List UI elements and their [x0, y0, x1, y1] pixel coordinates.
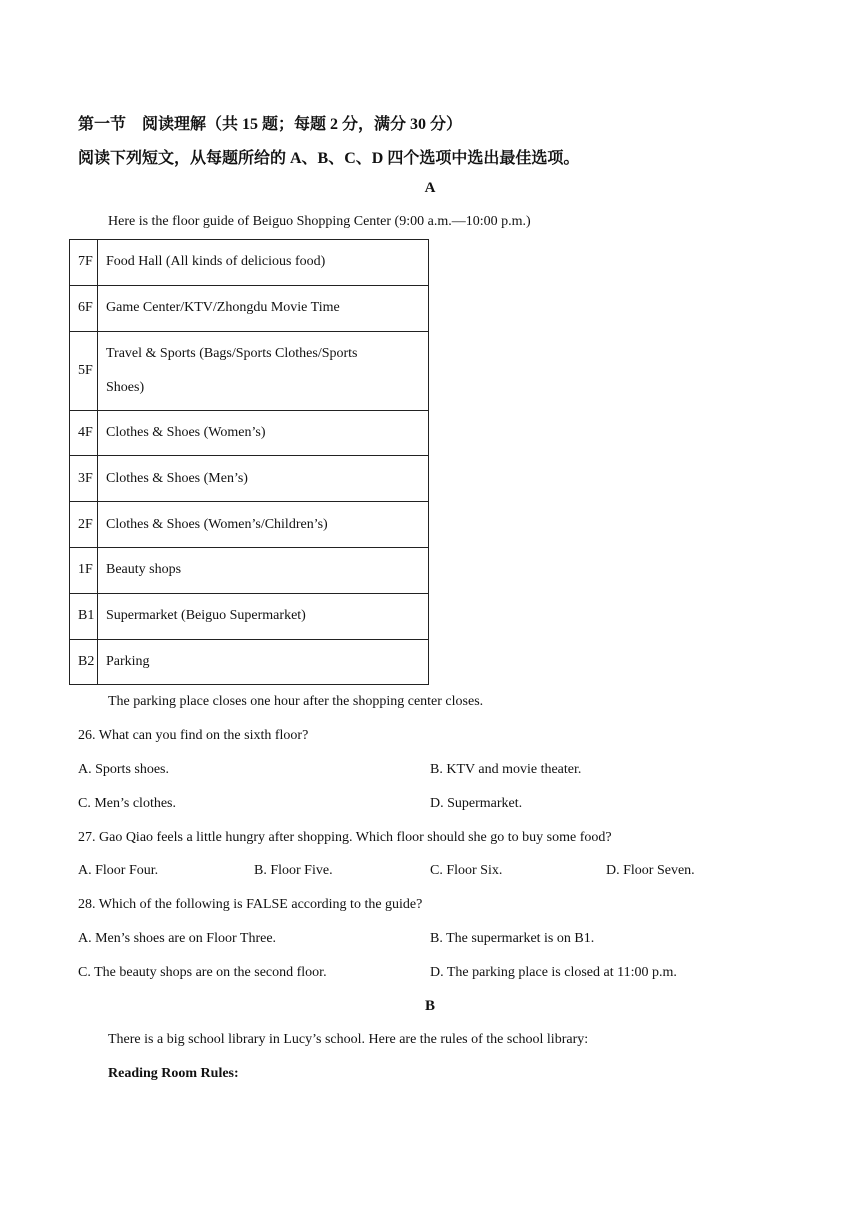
- answer-option: A. Sports shoes.: [78, 762, 170, 777]
- floor-desc-cell: Clothes & Shoes (Men’s): [98, 456, 429, 502]
- floor-desc-line: Shoes): [106, 379, 145, 395]
- answer-option: B. The supermarket is on B1.: [430, 931, 595, 946]
- answer-option: C. Floor Six.: [430, 863, 503, 878]
- passage-b-subheading: Reading Room Rules:: [108, 1066, 239, 1081]
- floor-cell: B2: [70, 639, 98, 685]
- floor-guide-table: [69, 239, 429, 685]
- floor-desc-cell: Beauty shops: [98, 547, 429, 593]
- table-row: [70, 639, 429, 685]
- floor-desc-line: Travel & Sports (Bags/Sports Clothes/Sports: [106, 345, 358, 361]
- answer-option: B. KTV and movie theater.: [430, 762, 582, 777]
- floor-desc-cell: Game Center/KTV/Zhongdu Movie Time: [98, 285, 429, 331]
- floor-cell: 6F: [70, 285, 98, 331]
- answer-option: D. The parking place is closed at 11:00 p.m.: [430, 965, 677, 980]
- floor-desc-cell: Clothes & Shoes (Women’s): [98, 410, 429, 456]
- floor-cell: 7F: [70, 240, 98, 286]
- table-row: [70, 410, 429, 456]
- passage-a-note: The parking place closes one hour after the shopping center closes.: [108, 694, 484, 709]
- floor-cell: 5F: [70, 331, 98, 410]
- floor-desc-cell: Clothes & Shoes (Women’s/Children’s): [98, 502, 429, 548]
- answer-option: A. Floor Four.: [78, 863, 159, 878]
- passage-b-label: B: [424, 998, 435, 1014]
- table-row: [70, 502, 429, 548]
- table-row: [70, 331, 429, 410]
- section-title: 第一节 阅读理解（共 15 题；每题 2 分，满分 30 分）: [78, 116, 463, 133]
- floor-cell: 3F: [70, 456, 98, 502]
- floor-desc-cell: Food Hall (All kinds of delicious food): [98, 240, 429, 286]
- floor-desc-cell: Parking: [98, 639, 429, 685]
- answer-option: D. Floor Seven.: [606, 863, 695, 878]
- answer-option: A. Men’s shoes are on Floor Three.: [78, 931, 277, 946]
- section-instruction: 阅读下列短文，从每题所给的 A、B、C、D 四个选项中选出最佳选项。: [78, 150, 580, 167]
- floor-cell: 4F: [70, 410, 98, 456]
- question-stem: 27. Gao Qiao feels a little hungry after shopping. Which floor should she go to buy some food?: [78, 830, 612, 845]
- question-stem: 26. What can you find on the sixth floor?: [78, 728, 309, 743]
- floor-cell: 1F: [70, 547, 98, 593]
- floor-desc-cell: Supermarket (Beiguo Supermarket): [98, 593, 429, 639]
- passage-a-label: A: [424, 180, 436, 196]
- passage-b-intro: There is a big school library in Lucy’s school. Here are the rules of the school library:: [108, 1032, 589, 1047]
- table-row: [70, 240, 429, 286]
- question-stem: 28. Which of the following is FALSE according to the guide?: [78, 897, 423, 912]
- table-row: [70, 456, 429, 502]
- table-row: [70, 285, 429, 331]
- table-row: [70, 593, 429, 639]
- table-row: [70, 547, 429, 593]
- floor-desc-cell: [98, 331, 429, 410]
- floor-cell: B1: [70, 593, 98, 639]
- answer-option: B. Floor Five.: [254, 863, 333, 878]
- passage-a-intro: Here is the floor guide of Beiguo Shopping Center (9:00 a.m.—10:00 p.m.): [108, 214, 531, 229]
- floor-cell: 2F: [70, 502, 98, 548]
- answer-option: C. The beauty shops are on the second floor.: [78, 965, 327, 980]
- answer-option: C. Men’s clothes.: [78, 796, 176, 811]
- answer-option: D. Supermarket.: [430, 796, 523, 811]
